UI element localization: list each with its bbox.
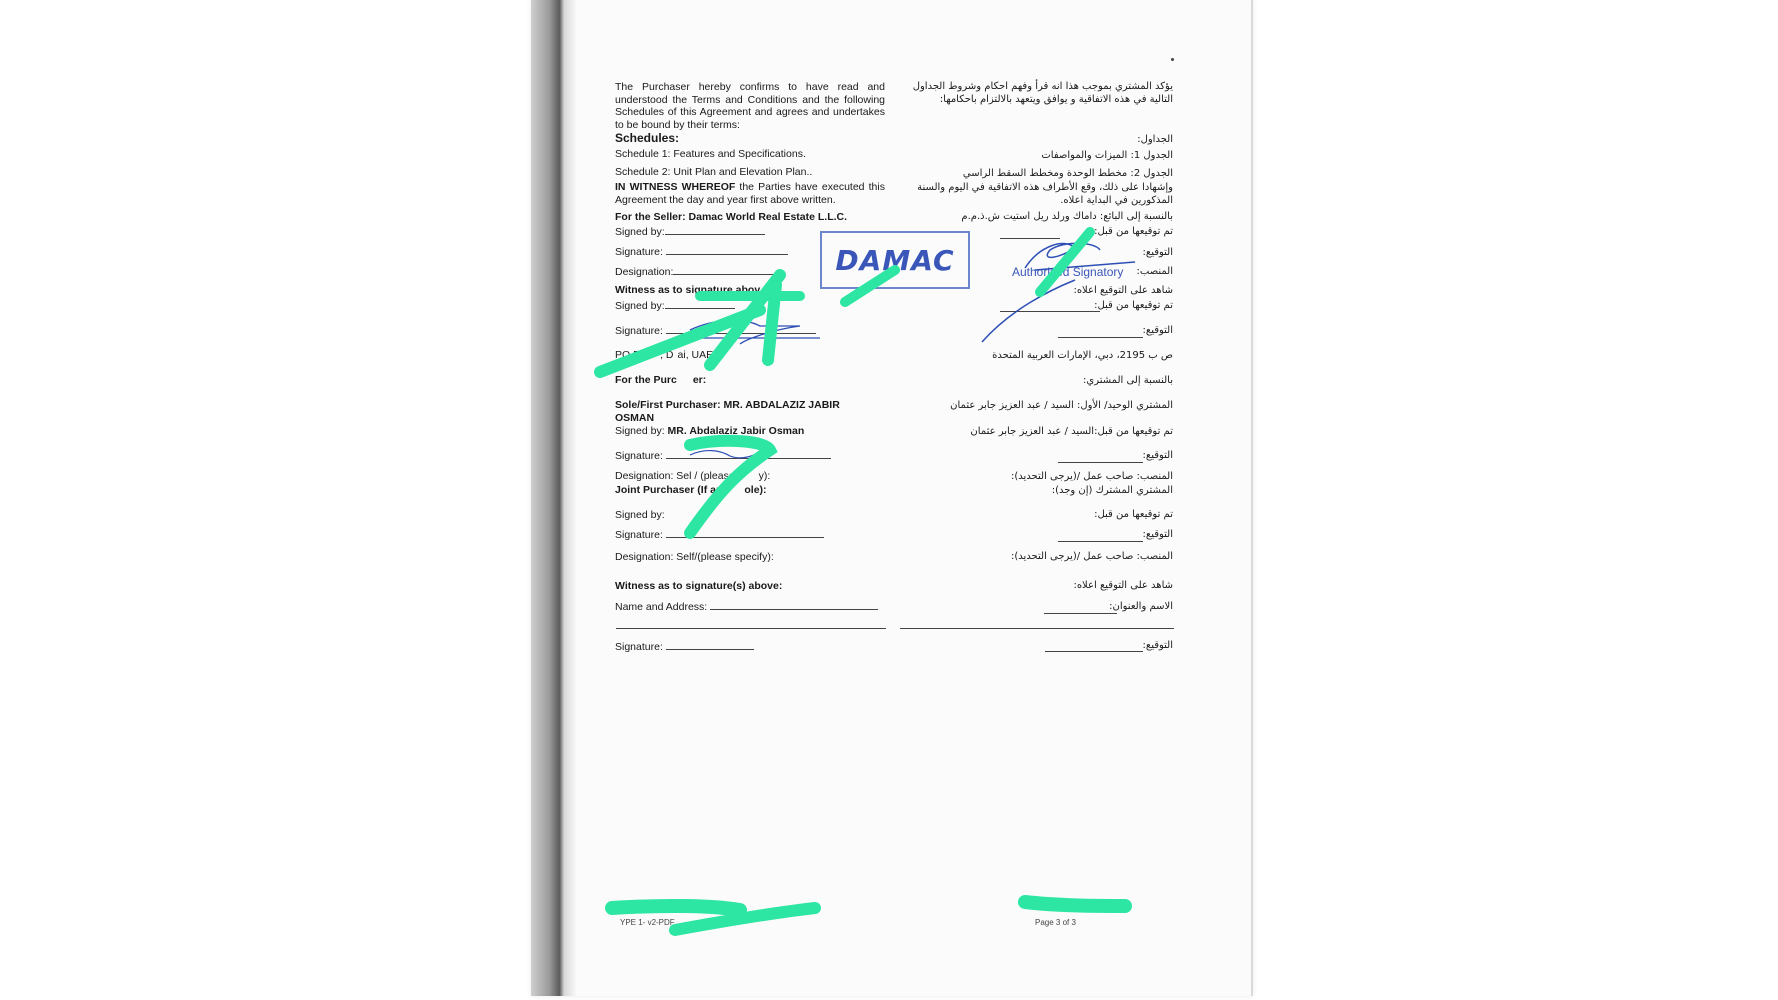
footer-left-part2: DF (664, 918, 675, 927)
purchaser-designation-part2: l / (please (689, 470, 735, 482)
joint-signature-label: Signature: (615, 529, 663, 541)
purchaser-signature-label: Signature: (615, 450, 663, 462)
for-purchaser-part2: er: (692, 374, 707, 386)
redaction-mark (1040, 232, 1090, 292)
page-number: Page 3 of 3 (1035, 918, 1076, 927)
witness-signed-by-ar: تم توقيعها من قبل: (1094, 300, 1173, 311)
witness-above-en: Witness as to signature abov (615, 284, 761, 296)
witness-signature-ar: التوقيع: (1142, 325, 1173, 336)
green-redaction-marks (600, 232, 1125, 930)
purchaser-signed-by-name: MR. Abdalaziz Jabir Osman (667, 425, 805, 437)
final-signature-label: Signature: (615, 641, 663, 653)
purchaser-designation-ar: المنصب: صاحب عمل /(يرجى التحديد): (1011, 471, 1173, 482)
witness-signatures-above-ar: شاهد على التوقيع اعلاه: (1073, 580, 1173, 591)
po-box-city: ai, UAE (677, 349, 714, 361)
schedules-heading-ar: الجداول: (1137, 134, 1173, 145)
sole-purchaser-en: Sole/First Purchaser: MR. ABDALAZIZ JABIR OSMAN (615, 399, 840, 424)
joint-signed-by-en: Signed by: (615, 509, 665, 521)
confirm-paragraph-ar: يؤكد المشتري بموجب هذا انه قرأ وفهم احكام وشروط الجداول التالية في هذه الاتفاقية و يوافق ويتعهد بالالتزام باحكامها: (912, 81, 1173, 105)
purchaser-signed-by-ar: تم توقيعها من قبل:السيد / عبد العزيز جابر عثمان (970, 426, 1173, 437)
confirm-paragraph-en: The Purchaser hereby confirms to have read and understood the Terms and Conditions and the following Schedules of this Agreement and agrees and undertakes to be bound by their terms: (615, 81, 885, 131)
for-seller-ar: بالنسبة إلى البائع: داماك ورلد ريل استيت ش.ذ.م.م (961, 211, 1173, 222)
po-box-part2: , D (660, 349, 674, 361)
seller-signature-label: Signature: (615, 246, 663, 258)
joint-purchaser-part2: ole): (744, 484, 767, 496)
witness-whereof-bold: IN WITNESS WHEREOF (615, 181, 736, 193)
seller-signature-ar: التوقيع: (1142, 247, 1173, 258)
witness-signed-by-label: Signed by: (615, 300, 665, 312)
witness-above-ar: شاهد على التوقيع اعلاه: (1073, 285, 1173, 296)
purchaser-designation-part3: y): (758, 470, 771, 482)
schedules-heading-en: Schedules: (615, 131, 680, 145)
witness-ink-signature (982, 280, 1075, 342)
for-purchaser-part1: For the Purc (615, 374, 677, 386)
schedule-2-ar: الجدول 2: مخطط الوحدة ومخطط السقط الراسي (962, 168, 1173, 179)
redaction-mark (612, 906, 740, 910)
name-address-label: Name and Address: (615, 601, 708, 613)
schedule-1-en: Schedule 1: Features and Specifications. (615, 148, 806, 160)
purchaser-signature-ar: التوقيع: (1142, 450, 1173, 461)
redaction-mark (1025, 902, 1125, 906)
seller-signed-by-label: Signed by: (615, 226, 665, 238)
authorised-signatory-stamp: Authorised Signatory (1012, 265, 1124, 279)
witness-signatures-above-en: Witness as to signature(s) above: (615, 580, 783, 592)
witness-whereof-ar: وإشهادا على ذلك، وقع الأطراف هذه الاتفاقية في اليوم والسنة المذكورين في البداية اعلاه. (917, 182, 1173, 206)
redaction-mark (690, 441, 770, 533)
joint-purchaser-part1: Joint Purchaser (If ap (615, 484, 723, 496)
po-box-part1: PO B (615, 349, 641, 361)
name-address-ar: الاسم والعنوان: (1109, 601, 1173, 612)
final-signature-ar: التوقيع: (1142, 640, 1173, 651)
sole-purchaser-ar: المشتري الوحيد/ الأول: السيد / عبد العزيز جابر عثمان (950, 400, 1173, 411)
redaction-mark (845, 270, 895, 302)
po-box-ar: ص ب 2195، دبي، الإمارات العربية المتحدة (992, 350, 1173, 361)
seller-designation-ar: المنصب: (1136, 266, 1173, 277)
witness-signature-label: Signature: (615, 325, 663, 337)
schedule-2-en: Schedule 2: Unit Plan and Elevation Plan.. (615, 166, 813, 178)
purchaser-designation-part1: Designation: Se (615, 470, 690, 482)
joint-signature-ar: التوقيع: (1142, 529, 1173, 540)
seller-signed-by-ar: تم توقيعها من قبل: (1094, 226, 1173, 237)
seller-designation-label: Designation: (615, 266, 674, 278)
witness-whereof-rest: the Parties have executed this Agreement the day and year first above written. (615, 181, 885, 206)
purchaser-signed-by-label: Signed by: (615, 425, 668, 437)
joint-purchaser-ar: المشتري المشترك (إن وجد): (1051, 485, 1173, 496)
schedule-1-ar: الجدول 1: الميزات والمواصفات (1041, 150, 1173, 161)
for-seller-en: For the Seller: Damac World Real Estate L.L.C. (615, 211, 848, 223)
footer-left-part1: YPE 1- v2-P (620, 918, 665, 927)
joint-designation-ar: المنصب: صاحب عمل /(يرجى التحديد): (1011, 551, 1173, 562)
joint-designation-en: Designation: Self/(please specify): (615, 551, 774, 563)
for-purchaser-ar: بالنسبة إلى المشتري: (1083, 375, 1173, 386)
damac-stamp-text: DAMAC (835, 243, 955, 277)
joint-signed-by-ar: تم توقيعها من قبل: (1094, 509, 1173, 520)
